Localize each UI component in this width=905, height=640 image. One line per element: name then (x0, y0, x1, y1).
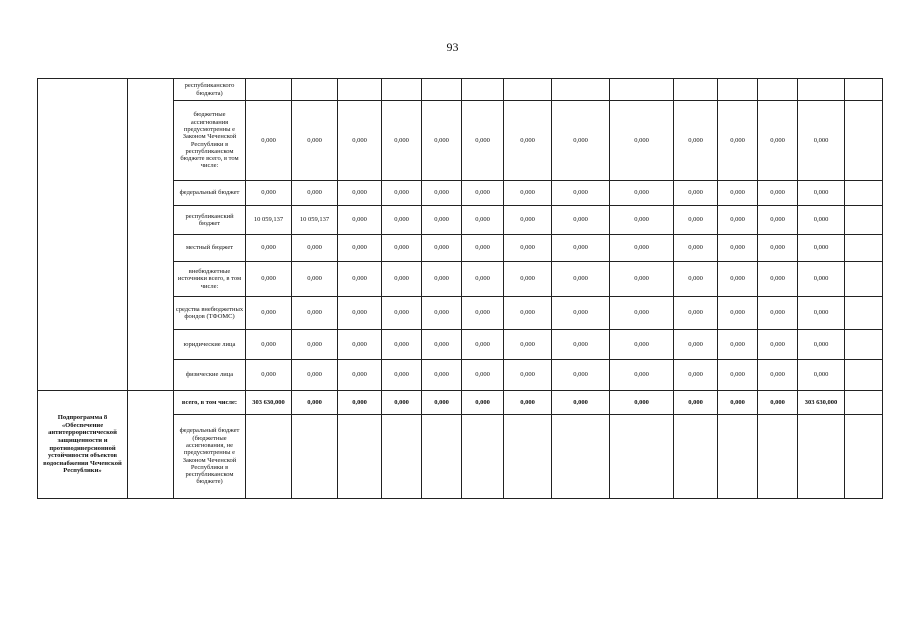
value-cell: 0,000 (422, 101, 462, 181)
value-cell: 0,000 (246, 330, 292, 360)
value-cell: 0,000 (798, 206, 845, 235)
value-cell: 0,000 (504, 235, 552, 262)
value-cell: 303 630,000 (798, 391, 845, 415)
funding-source-label: внебюджетные источники всего, в том числе: (174, 262, 246, 297)
value-cell (845, 415, 883, 499)
value-cell (552, 415, 610, 499)
empty-executor-cell (128, 79, 174, 391)
value-cell: 0,000 (758, 235, 798, 262)
value-cell: 0,000 (422, 181, 462, 206)
value-cell: 0,000 (674, 360, 718, 391)
value-cell: 0,000 (552, 206, 610, 235)
value-cell: 0,000 (504, 206, 552, 235)
funding-source-label: юридические лица (174, 330, 246, 360)
value-cell: 0,000 (462, 235, 504, 262)
value-cell: 0,000 (552, 235, 610, 262)
value-cell: 0,000 (462, 330, 504, 360)
subprogram-title: Подпрограмма 8 «Обеспечение антитеррористической защищенности и противодиверсионной устойчивости объектов водоснабжения Чеченской Республики» (38, 391, 128, 499)
value-cell: 0,000 (504, 262, 552, 297)
value-cell: 0,000 (798, 297, 845, 330)
value-cell: 0,000 (674, 391, 718, 415)
value-cell: 0,000 (338, 360, 382, 391)
value-cell: 0,000 (382, 262, 422, 297)
table-row (38, 391, 883, 415)
value-cell: 0,000 (718, 235, 758, 262)
value-cell (798, 415, 845, 499)
empty-executor-cell (128, 391, 174, 499)
value-cell: 0,000 (246, 101, 292, 181)
page-number: 93 (446, 40, 459, 54)
value-cell: 0,000 (758, 101, 798, 181)
value-cell: 0,000 (422, 206, 462, 235)
value-cell (845, 360, 883, 391)
value-cell: 0,000 (610, 262, 674, 297)
value-cell: 0,000 (718, 101, 758, 181)
value-cell: 0,000 (610, 235, 674, 262)
value-cell: 0,000 (382, 330, 422, 360)
value-cell: 0,000 (718, 391, 758, 415)
value-cell: 0,000 (462, 360, 504, 391)
value-cell: 0,000 (674, 262, 718, 297)
value-cell: 0,000 (718, 181, 758, 206)
value-cell: 10 059,137 (292, 206, 338, 235)
value-cell: 0,000 (382, 101, 422, 181)
value-cell: 0,000 (292, 360, 338, 391)
value-cell: 0,000 (462, 206, 504, 235)
value-cell: 0,000 (798, 235, 845, 262)
funding-source-label: республиканского бюджета) (174, 79, 246, 101)
value-cell: 0,000 (798, 360, 845, 391)
value-cell: 0,000 (718, 360, 758, 391)
value-cell: 0,000 (422, 235, 462, 262)
value-cell: 0,000 (462, 297, 504, 330)
value-cell: 0,000 (758, 262, 798, 297)
value-cell (610, 415, 674, 499)
value-cell: 0,000 (758, 206, 798, 235)
value-cell (422, 79, 462, 101)
value-cell: 0,000 (718, 262, 758, 297)
value-cell: 0,000 (552, 297, 610, 330)
value-cell: 0,000 (798, 330, 845, 360)
value-cell: 0,000 (674, 235, 718, 262)
value-cell (845, 330, 883, 360)
funding-source-label: бюджетные ассигнования предусмотренны е Законом Чеченской Республики в республиканском бюджете всего, в том числе: (174, 101, 246, 181)
value-cell: 0,000 (382, 360, 422, 391)
value-cell: 0,000 (504, 181, 552, 206)
value-cell: 0,000 (422, 262, 462, 297)
value-cell (504, 415, 552, 499)
value-cell: 0,000 (798, 101, 845, 181)
value-cell (845, 235, 883, 262)
value-cell: 0,000 (504, 330, 552, 360)
value-cell: 0,000 (382, 235, 422, 262)
value-cell (845, 391, 883, 415)
value-cell: 0,000 (504, 360, 552, 391)
value-cell: 0,000 (798, 262, 845, 297)
table-row (38, 79, 883, 101)
value-cell: 0,000 (674, 206, 718, 235)
value-cell (845, 79, 883, 101)
value-cell: 0,000 (674, 330, 718, 360)
value-cell: 0,000 (338, 235, 382, 262)
value-cell: 0,000 (382, 297, 422, 330)
value-cell: 0,000 (338, 262, 382, 297)
value-cell: 0,000 (610, 297, 674, 330)
value-cell: 0,000 (292, 235, 338, 262)
value-cell: 0,000 (610, 206, 674, 235)
value-cell: 0,000 (504, 391, 552, 415)
value-cell: 0,000 (552, 101, 610, 181)
value-cell: 0,000 (552, 360, 610, 391)
value-cell (292, 79, 338, 101)
value-cell: 0,000 (552, 262, 610, 297)
value-cell: 0,000 (552, 391, 610, 415)
value-cell: 0,000 (382, 181, 422, 206)
value-cell (504, 79, 552, 101)
value-cell: 0,000 (338, 181, 382, 206)
funding-source-label: республиканский бюджет (174, 206, 246, 235)
funding-source-label: местный бюджет (174, 235, 246, 262)
value-cell (758, 79, 798, 101)
value-cell: 0,000 (246, 360, 292, 391)
value-cell: 0,000 (610, 360, 674, 391)
value-cell (338, 79, 382, 101)
value-cell: 0,000 (758, 330, 798, 360)
value-cell: 0,000 (292, 391, 338, 415)
value-cell: 0,000 (246, 262, 292, 297)
value-cell: 0,000 (674, 297, 718, 330)
value-cell: 0,000 (422, 330, 462, 360)
table-body (38, 79, 883, 499)
value-cell (845, 101, 883, 181)
value-cell: 0,000 (246, 297, 292, 330)
value-cell: 0,000 (758, 391, 798, 415)
funding-source-label: всего, в том числе: (174, 391, 246, 415)
value-cell: 0,000 (462, 101, 504, 181)
value-cell (845, 297, 883, 330)
value-cell: 0,000 (292, 101, 338, 181)
value-cell (845, 181, 883, 206)
value-cell: 0,000 (422, 297, 462, 330)
value-cell: 0,000 (338, 391, 382, 415)
value-cell (338, 415, 382, 499)
empty-name-cell (38, 79, 128, 391)
value-cell: 0,000 (462, 262, 504, 297)
value-cell: 0,000 (674, 181, 718, 206)
value-cell: 0,000 (292, 330, 338, 360)
value-cell: 0,000 (292, 262, 338, 297)
value-cell (610, 79, 674, 101)
value-cell (246, 415, 292, 499)
value-cell: 0,000 (338, 206, 382, 235)
value-cell: 0,000 (718, 330, 758, 360)
value-cell (718, 79, 758, 101)
value-cell: 303 630,000 (246, 391, 292, 415)
value-cell: 0,000 (462, 181, 504, 206)
value-cell (798, 79, 845, 101)
value-cell: 0,000 (504, 101, 552, 181)
value-cell (462, 415, 504, 499)
value-cell (422, 415, 462, 499)
value-cell (382, 415, 422, 499)
value-cell (292, 415, 338, 499)
funding-source-label: федеральный бюджет (бюджетные ассигнования, не предусмотренны е Законом Чеченской Республики в республиканском бюджете) (174, 415, 246, 499)
funding-source-label: физические лица (174, 360, 246, 391)
value-cell: 0,000 (246, 235, 292, 262)
value-cell: 0,000 (610, 101, 674, 181)
value-cell (758, 415, 798, 499)
value-cell: 0,000 (610, 181, 674, 206)
value-cell: 0,000 (798, 181, 845, 206)
value-cell: 0,000 (674, 101, 718, 181)
value-cell: 0,000 (552, 181, 610, 206)
value-cell: 0,000 (338, 330, 382, 360)
value-cell: 0,000 (422, 360, 462, 391)
value-cell (382, 79, 422, 101)
value-cell (845, 262, 883, 297)
value-cell: 0,000 (610, 330, 674, 360)
value-cell: 0,000 (422, 391, 462, 415)
funding-source-label: федеральный бюджет (174, 181, 246, 206)
value-cell: 0,000 (758, 181, 798, 206)
value-cell: 0,000 (246, 181, 292, 206)
value-cell: 0,000 (758, 360, 798, 391)
value-cell: 0,000 (382, 391, 422, 415)
funding-source-label: средства внебюджетных фондов (ТФОМС) (174, 297, 246, 330)
value-cell (462, 79, 504, 101)
value-cell: 0,000 (718, 297, 758, 330)
value-cell: 0,000 (552, 330, 610, 360)
budget-table (37, 78, 883, 499)
value-cell: 0,000 (338, 297, 382, 330)
value-cell: 0,000 (610, 391, 674, 415)
value-cell: 0,000 (292, 181, 338, 206)
value-cell (674, 415, 718, 499)
value-cell (246, 79, 292, 101)
value-cell: 0,000 (382, 206, 422, 235)
value-cell: 0,000 (758, 297, 798, 330)
value-cell (845, 206, 883, 235)
value-cell (552, 79, 610, 101)
value-cell: 10 059,137 (246, 206, 292, 235)
value-cell: 0,000 (462, 391, 504, 415)
value-cell: 0,000 (504, 297, 552, 330)
value-cell (718, 415, 758, 499)
value-cell (674, 79, 718, 101)
value-cell: 0,000 (338, 101, 382, 181)
value-cell: 0,000 (718, 206, 758, 235)
value-cell: 0,000 (292, 297, 338, 330)
